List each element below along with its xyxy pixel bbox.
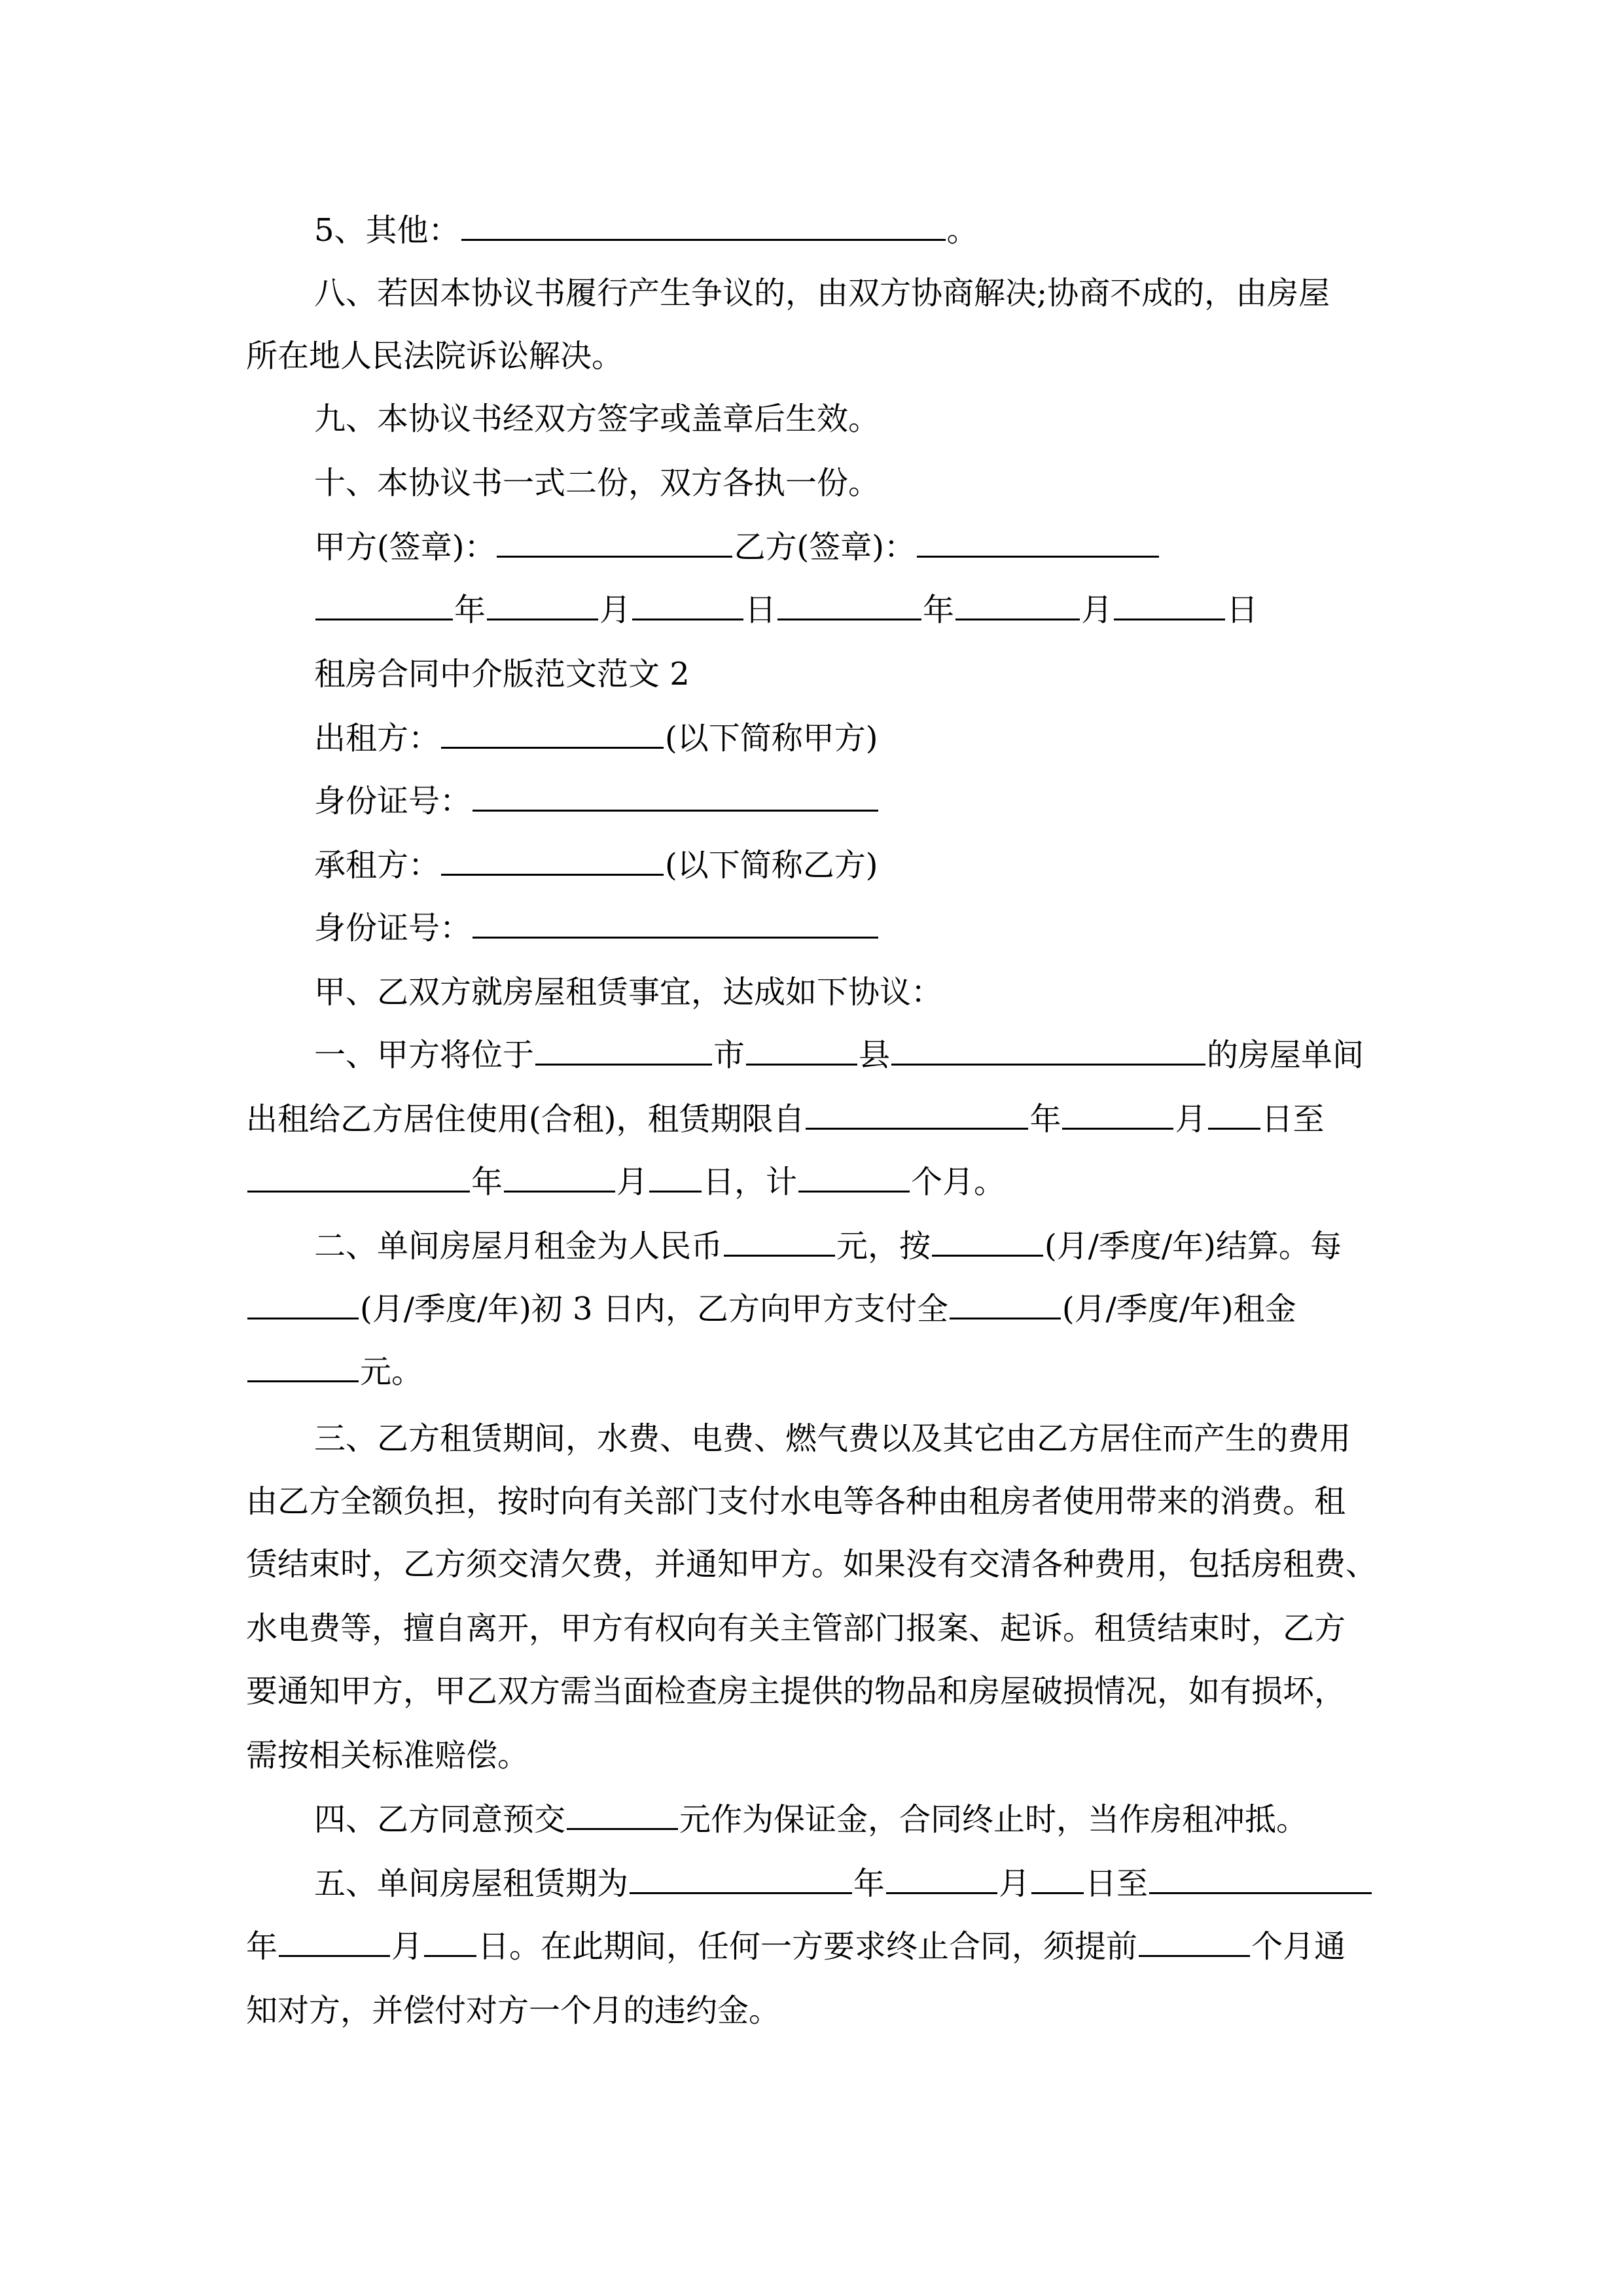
blank-start-month [1062,1099,1173,1130]
text-segment: 个月。 [911,1164,1006,1200]
day-label: 日 [1226,592,1258,628]
clause-9: 九、本协议书经双方签字或盖章后生效。 [314,401,880,437]
clause-other [314,209,978,251]
clause-10: 十、本协议书一式二份，双方各执一份。 [314,465,880,501]
text-segment: 日。在此期间，任何一方要求终止合同，须提前 [478,1928,1138,1965]
party-b-sign-label: 乙方(签章)： [734,529,916,565]
lessee-id-label: 身份证号： [314,910,472,946]
clause-3-line4: 水电费等，擅自离开，甲方有权向有关主管部门报案、起诉。租赁结束时，乙方 [246,1610,1346,1647]
sign-date-line [314,589,1258,631]
text-segment: 年 [1029,1101,1061,1138]
year-label: 年 [454,592,486,628]
lessee-id-line [314,907,880,949]
blank-term-start-day [1031,1863,1084,1894]
text-segment: 四、乙方同意预交 [314,1801,566,1838]
clause-other-end: 。 [946,212,978,249]
clause-2-line1 [314,1225,1342,1267]
blank-lessee-id [473,908,878,939]
text-segment: 的房屋单间 [1207,1037,1364,1073]
text-segment: 五、单间房屋租赁期为 [314,1865,629,1902]
clause-5-line3: 知对方，并偿付对方一个月的违约金。 [246,1992,781,2029]
text-segment: 月 [1175,1101,1207,1138]
text-segment: 一、甲方将位于 [314,1037,535,1073]
clause-other-label: 5、其他： [314,212,460,249]
blank-end-year [247,1162,470,1193]
clause-3-line2: 由乙方全额负担，按时向有关部门支付水电等各种由租房者使用带来的消费。租 [246,1483,1346,1520]
blank-lessor-id [473,781,878,812]
blank-notice-months [1139,1926,1250,1957]
lessor-id-line [314,780,880,822]
lessor-id-label: 身份证号： [314,783,472,819]
clause-2-line2 [246,1288,1296,1330]
blank-county [746,1035,857,1066]
blank-rent-amount [247,1352,359,1382]
text-segment: 年 [853,1865,885,1902]
blank-party-a-sign [497,527,732,558]
lessor-label: 出租方： [314,720,440,757]
clause-3-line3: 赁结束时，乙方须交清欠费，并通知甲方。如果没有交清各种费用，包括房租费、 [246,1546,1378,1583]
month-label: 月 [599,592,632,628]
agreement-intro: 甲、乙双方就房屋租赁事宜，达成如下协议： [314,974,943,1011]
blank-months-total [798,1162,910,1193]
clause-3-line1: 三、乙方租赁期间，水费、电费、燃气费以及其它由乙方居住而产生的费用 [314,1420,1351,1457]
blank-end-month [504,1162,615,1193]
text-segment: 元作为保证金，合同终止时，当作房租冲抵。 [679,1801,1308,1838]
blank-deposit [567,1799,678,1830]
blank-date-year-a [315,590,453,620]
clause-5-line1 [314,1863,1373,1905]
text-segment: (月/季度/年)结算。每 [1044,1228,1342,1265]
blank-settlement-period [932,1226,1043,1257]
day-label: 日 [745,592,777,628]
blank-term-start-year [630,1863,852,1894]
blank-start-year [806,1099,1028,1130]
text-segment: 市 [713,1037,745,1073]
clause-1-line2 [246,1098,1325,1140]
text-segment: 日，计 [703,1164,798,1200]
clause-1-line3 [246,1161,1005,1203]
signature-line [314,526,1160,568]
text-segment: 二、单间房屋月租金为人民币 [314,1228,723,1265]
blank-monthly-rent [724,1226,835,1257]
clause-3-line5: 要通知甲方，甲乙双方需当面检查房主提供的物品和房屋破损情况，如有损坏， [246,1673,1346,1710]
blank-city [535,1035,712,1066]
text-segment: 年 [471,1164,503,1200]
text-segment: 日至 [1085,1865,1149,1902]
text-segment: 元。 [360,1354,423,1390]
blank-date-day-a [632,590,743,620]
clause-5-line2 [246,1926,1346,1967]
clause-1-line1 [314,1034,1364,1076]
blank-date-day-b [1114,590,1225,620]
blank-start-day [1208,1099,1260,1130]
month-label: 月 [1081,592,1113,628]
blank-other [461,210,946,241]
lessee-line [314,844,878,886]
year-label: 年 [923,592,955,628]
text-segment: 年 [246,1928,278,1965]
blank-payment-period [247,1289,359,1319]
blank-term-end-day [424,1926,476,1957]
blank-payment-unit [950,1289,1061,1319]
blank-party-b-sign [917,527,1159,558]
clause-2-line3 [246,1351,423,1393]
text-segment: 个月通 [1251,1928,1346,1965]
blank-date-month-b [955,590,1080,620]
text-segment: 月 [391,1928,423,1965]
blank-end-day [649,1162,702,1193]
text-segment: 日至 [1261,1101,1325,1138]
blank-lessee [441,845,664,876]
blank-address [891,1035,1205,1066]
lessor-line [314,717,878,759]
text-segment: 月 [999,1865,1031,1902]
clause-4 [314,1799,1308,1840]
text-segment: 出租给乙方居住使用(合租)，租赁期限自 [246,1101,805,1138]
text-segment: (月/季度/年)初 3 日内，乙方向甲方支付全 [360,1291,948,1327]
blank-term-end-month [279,1926,390,1957]
blank-lessor [441,718,664,749]
clause-3-line6: 需按相关标准赔偿。 [246,1737,529,1774]
party-a-sign-label: 甲方(签章)： [314,529,496,565]
clause-8-line2: 所在地人民法院诉讼解决。 [246,338,624,374]
blank-date-year-b [777,590,921,620]
section-title: 租房合同中介版范文范文 2 [314,656,690,692]
text-segment: 月 [616,1164,649,1200]
blank-date-month-a [487,590,598,620]
lessee-alias: (以下简称乙方) [665,847,878,884]
text-segment: (月/季度/年)租金 [1061,1291,1296,1327]
lessor-alias: (以下简称甲方) [665,720,878,757]
lessee-label: 承租方： [314,847,440,884]
blank-term-end-year [1149,1863,1372,1894]
clause-8-line1: 八、若因本协议书履行产生争议的，由双方协商解决;协商不成的，由房屋 [314,275,1330,312]
text-segment: 元，按 [836,1228,931,1265]
text-segment: 县 [859,1037,891,1073]
blank-term-start-month [886,1863,997,1894]
